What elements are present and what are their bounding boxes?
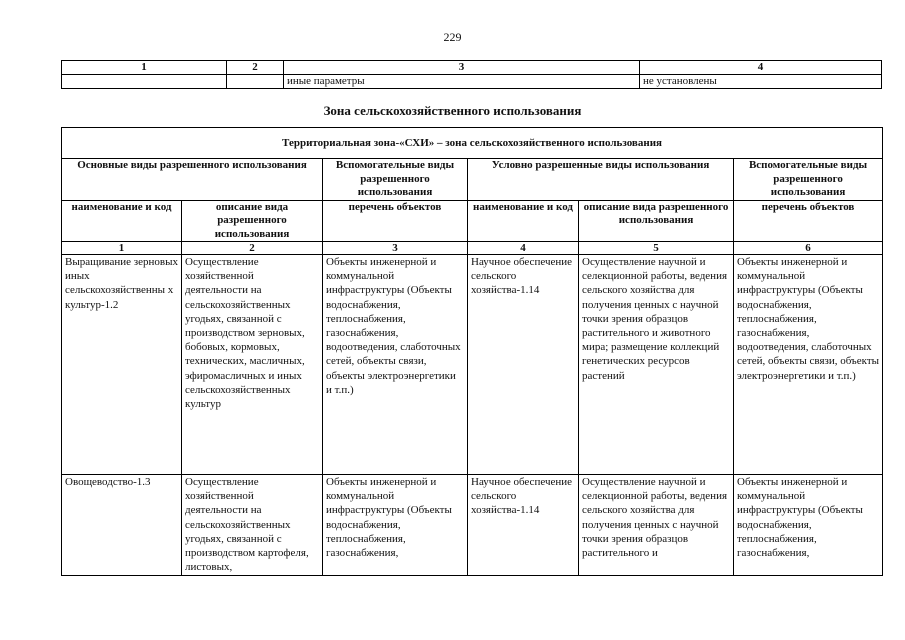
objects-list: Объекты инженерной и коммунальной инфраструктуры (Объекты водоснабжения, теплоснабжения, газоснабжения, водоотведения, слаботочных сетей, объекты связи, объекты электроэнергетики и т.п.) <box>323 255 468 475</box>
group-header-row <box>62 159 883 201</box>
group-header-aux1: Вспомогательные виды разрешенного использования <box>323 159 468 201</box>
sub-header-name-code: наименование и код <box>62 200 182 242</box>
column-number-row <box>62 242 883 255</box>
column-number: 5 <box>579 242 734 255</box>
continuation-table <box>61 60 882 89</box>
sub-header-objects-list: перечень объектов <box>323 200 468 242</box>
use-description: Осуществление хозяйственной деятельности на сельскохозяйственных угодьях, связанной с производством картофеля, листовых, <box>182 475 323 576</box>
objects-list: Объекты инженерной и коммунальной инфраструктуры (Объекты водоснабжения, теплоснабжения, газоснабжения, <box>323 475 468 576</box>
col-header-4: 4 <box>640 61 882 75</box>
continuation-header-row <box>62 61 882 75</box>
sub-header-row <box>62 200 883 242</box>
sub-header-name-code: наименование и код <box>468 200 579 242</box>
table-row <box>62 75 882 89</box>
column-number: 4 <box>468 242 579 255</box>
table-cell <box>227 75 284 89</box>
table-cell: иные параметры <box>284 75 640 89</box>
table-row <box>62 255 883 475</box>
sub-header-objects-list: перечень объектов <box>734 200 883 242</box>
use-name-code: Выращивание зерновых иных сельскохозяйственны х культур-1.2 <box>62 255 182 475</box>
use-name-code: Научное обеспечение сельского хозяйства-1.14 <box>468 255 579 475</box>
use-name-code: Овощеводство-1.3 <box>62 475 182 576</box>
use-description: Осуществление научной и селекционной работы, ведения сельского хозяйства для получения ценных с научной точки зрения образцов растительного и <box>579 475 734 576</box>
sub-header-description: описание вида разрешенного использования <box>182 200 323 242</box>
column-number: 2 <box>182 242 323 255</box>
section-title: Зона сельскохозяйственного использования <box>323 103 582 118</box>
page-number: 229 <box>443 30 462 44</box>
group-header-conditional: Условно разрешенные виды использования <box>468 159 734 201</box>
col-header-3: 3 <box>284 61 640 75</box>
table-cell <box>62 75 227 89</box>
zone-header: Территориальная зона-«СХИ» – зона сельскохозяйственного использования <box>62 128 883 159</box>
sub-header-description: описание вида разрешенного использования <box>579 200 734 242</box>
column-number: 1 <box>62 242 182 255</box>
objects-list: Объекты инженерной и коммунальной инфраструктуры (Объекты водоснабжения, теплоснабжения, газоснабжения, водоотведения, слаботочных сетей, объекты связи, объекты электроэнергетики и т.п.) <box>734 255 883 475</box>
use-description: Осуществление научной и селекционной работы, ведения сельского хозяйства для получения ценных с научной точки зрения образцов растительного и животного мира; размещение коллекций генетических ресурсов растений <box>579 255 734 475</box>
objects-list: Объекты инженерной и коммунальной инфраструктуры (Объекты водоснабжения, теплоснабжения, газоснабжения, <box>734 475 883 576</box>
use-description: Осуществление хозяйственной деятельности на сельскохозяйственных угодьях, связанной с производством зерновых, бобовых, кормовых, технических, масличных, эфиромасличных и иных сельскохозяйственных культур <box>182 255 323 475</box>
table-cell: не установлены <box>640 75 882 89</box>
column-number: 3 <box>323 242 468 255</box>
group-header-aux2: Вспомогательные виды разрешенного использования <box>734 159 883 201</box>
col-header-2: 2 <box>227 61 284 75</box>
table-row <box>62 475 883 576</box>
column-number: 6 <box>734 242 883 255</box>
zone-regulations-table <box>61 127 883 576</box>
zone-header-row <box>62 128 883 159</box>
use-name-code: Научное обеспечение сельского хозяйства-1.14 <box>468 475 579 576</box>
col-header-1: 1 <box>62 61 227 75</box>
group-header-main: Основные виды разрешенного использования <box>62 159 323 201</box>
